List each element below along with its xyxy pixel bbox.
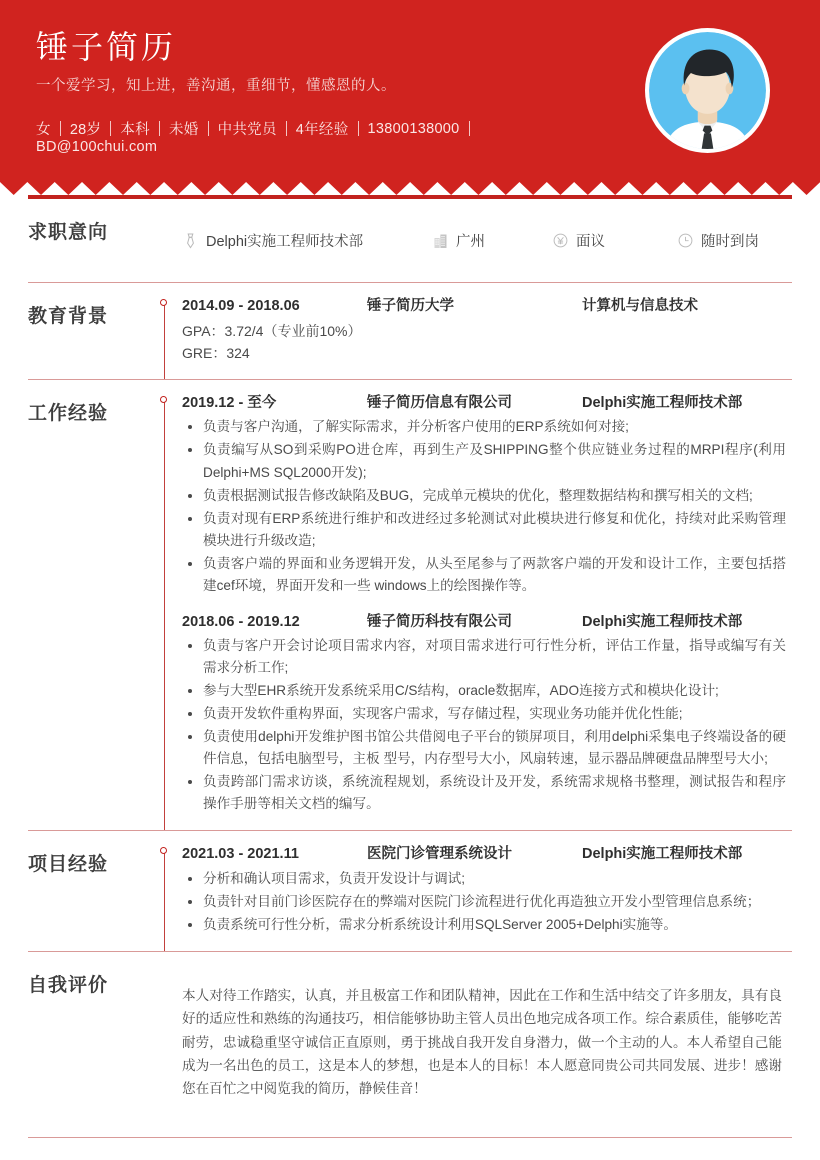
- meta-experience: 4年经验: [295, 122, 349, 139]
- work-body: [160, 380, 792, 830]
- male-avatar-icon: [649, 32, 766, 149]
- section-label-evaluation: 自我评价: [28, 974, 109, 996]
- objective-salary-value: 面议: [576, 234, 605, 250]
- list-item: 负责与客户沟通，了解实际需求，并分析客户使用的ERP系统如何对接;: [182, 416, 786, 438]
- objective-city-value: 广州: [456, 234, 485, 250]
- entry-header: [182, 297, 786, 317]
- list-item: 参与大型EHR系统开发系统采用C/S结构，oracle数据库，ADO连接方式和模块化设计;: [182, 680, 786, 702]
- meta-political: 中共党员: [217, 122, 277, 139]
- list-item: 负责编写从SO到采购PO进仓库，再到生产及SHIPPING整个供应链业务过程的MRPI程序(利用Delphi+MS SQL2000开发);: [182, 439, 786, 483]
- meta-age: 28岁: [69, 122, 102, 139]
- resume-name: 锤子简历: [36, 29, 177, 65]
- list-item: 负责跨部门需求访谈，系统流程规划，系统设计及开发，系统需求规格书整理，测试报告和程序操作手册等相关文档的编写。: [182, 771, 786, 815]
- education-gre: GRE：324: [182, 345, 250, 362]
- project-entry: [182, 845, 786, 936]
- objective-availability: [677, 230, 759, 251]
- section-objective: [28, 195, 792, 282]
- entry-header: [182, 613, 786, 633]
- education-body: [160, 283, 792, 379]
- resume-body: [0, 195, 820, 1138]
- personal-meta-row: [36, 118, 596, 155]
- resume-header: [0, 0, 820, 195]
- list-item: 负责根据测试报告修改缺陷及BUG，完成单元模块的优化，整理数据结构和撰写相关的文档;: [182, 485, 786, 507]
- avatar: [645, 28, 770, 153]
- education-entry: [182, 297, 786, 365]
- work-role: Delphi实施工程师技术部: [582, 613, 743, 630]
- objective-position-value: Delphi实施工程师技术部: [206, 234, 364, 250]
- project-date: 2021.03 - 2021.11: [182, 846, 299, 863]
- objective-body: [160, 199, 792, 282]
- meta-divider: [469, 121, 470, 136]
- list-item: 负责开发软件重构界面，实现客户需求，写存储过程，实现业务功能并优化性能;: [182, 703, 786, 725]
- header-text-block: [36, 30, 596, 155]
- necktie-icon: [182, 232, 199, 249]
- objective-availability-value: 随时到岗: [701, 234, 759, 250]
- meta-divider: [159, 121, 160, 136]
- list-item: 负责对现有ERP系统进行维护和改进经过多轮测试对此模块进行修复和优化，持续对此采购管理模块进行升级改造;: [182, 508, 786, 552]
- work-entry: [182, 613, 786, 816]
- section-label-project: 项目经验: [28, 854, 109, 876]
- section-self-evaluation: [28, 951, 792, 1138]
- education-date: 2014.09 - 2018.06: [182, 298, 300, 314]
- education-school: 锤子简历大学: [367, 298, 454, 314]
- project-body: [160, 831, 792, 951]
- section-work-experience: [28, 379, 792, 830]
- objective-position: [182, 230, 432, 251]
- yen-circle-icon: [552, 232, 569, 249]
- project-duty-list: [182, 868, 786, 936]
- meta-marital: 未婚: [168, 122, 199, 139]
- resume-tagline: 一个爱学习，知上进，善沟通，重细节，懂感恩的人。: [36, 78, 396, 95]
- work-date: 2018.06 - 2019.12: [182, 613, 300, 630]
- clock-icon: [677, 232, 694, 249]
- work-company: 锤子简历信息有限公司: [367, 394, 512, 411]
- section-education: [28, 282, 792, 379]
- list-item: 负责客户端的界面和业务逻辑开发，从头至尾参与了两款客户端的开发和设计工作，主要包括搭建cef环境，界面开发和一些 windows上的绘图操作等。: [182, 553, 786, 597]
- work-company: 锤子简历科技有限公司: [367, 613, 512, 630]
- work-duty-list: [182, 635, 786, 815]
- meta-divider: [208, 121, 209, 136]
- building-icon: [432, 232, 449, 249]
- project-name: 医院门诊管理系统设计: [367, 846, 512, 863]
- meta-divider: [60, 121, 61, 136]
- objective-city: [432, 230, 552, 251]
- meta-email: BD@100chui.com: [36, 139, 158, 156]
- work-entry: [182, 394, 786, 597]
- zigzag-edge-icon: [0, 179, 820, 195]
- objective-row: [182, 213, 786, 268]
- list-item: 分析和确认项目需求，负责开发设计与调试;: [182, 868, 786, 890]
- entry-header: [182, 845, 786, 865]
- meta-gender: 女: [36, 122, 51, 139]
- objective-salary: [552, 230, 677, 251]
- evaluation-text: 本人对待工作踏实，认真，并且极富工作和团队精神，因此在工作和生活中结交了许多朋友，具有良好的适应性和熟练的沟通技巧，相信能够协助主管人员出色地完成各项工作。综合素质佳，能够吃苦耐劳，忠诚稳重坚守诚信正直原则，勇于挑战自我开发自身潜力，做一个主动的人。本人希望自己能成为一名出色的员工，这是本人的梦想，也是本人的目标！本人愿意同贵公司共同发展、进步！感谢您在百忙之中阅览我的简历，静候佳音！: [182, 987, 782, 1097]
- education-major: 计算机与信息技术: [582, 298, 698, 314]
- section-label-work: 工作经验: [28, 402, 109, 424]
- meta-education: 本科: [120, 122, 150, 139]
- work-date: 2019.12 - 至今: [182, 394, 277, 411]
- list-item: 负责使用delphi开发维护图书馆公共借阅电子平台的锁屏项目，利用delphi采集电子终端设备的硬件信息，包括电脑型号，主板 型号，内存型号大小，风扇转速，显示器品牌硬盘品牌型号大小;: [182, 726, 786, 770]
- education-gpa: GPA：3.72/4（专业前10%）: [182, 322, 362, 339]
- evaluation-body: [160, 952, 792, 1137]
- entry-header: [182, 394, 786, 414]
- list-item: 负责与客户开会讨论项目需求内容，对项目需求进行可行性分析，评估工作量，指导或编写有关需求分析工作;: [182, 635, 786, 679]
- meta-divider: [110, 121, 111, 136]
- meta-phone: 13800138000: [367, 120, 460, 137]
- work-duty-list: [182, 416, 786, 596]
- section-label-objective: 求职意向: [28, 222, 109, 243]
- meta-divider: [286, 121, 287, 136]
- work-role: Delphi实施工程师技术部: [582, 394, 743, 411]
- list-item: 负责针对目前门诊医院存在的弊端对医院门诊流程进行优化再造独立开发小型管理信息系统；: [182, 891, 786, 913]
- section-project-experience: [28, 830, 792, 951]
- section-label-education: 教育背景: [28, 306, 109, 327]
- list-item: 负责系统可行性分析，需求分析系统设计利用SQLServer 2005+Delphi实施等。: [182, 914, 786, 936]
- project-role: Delphi实施工程师技术部: [582, 846, 743, 863]
- meta-divider: [358, 121, 359, 136]
